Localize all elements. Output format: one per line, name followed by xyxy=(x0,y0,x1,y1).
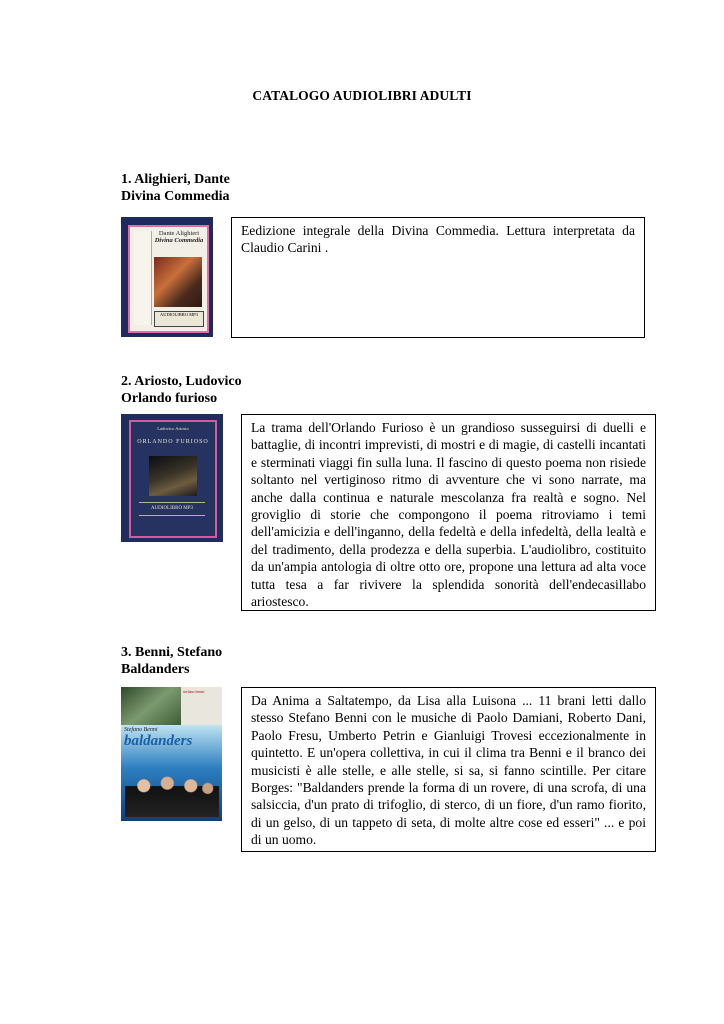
cover-photo xyxy=(125,765,219,817)
book-cover-orlando-furioso xyxy=(121,414,223,542)
entry-heading xyxy=(121,644,222,678)
cover-illustration xyxy=(121,687,181,725)
entry-title: Divina Commedia xyxy=(121,189,230,204)
cover-title: baldanders xyxy=(124,733,193,749)
cover-author: Ludovico Ariosto xyxy=(157,426,189,431)
book-cover-divina-commedia xyxy=(121,217,213,337)
cover-author-small: stefano benni xyxy=(183,689,205,694)
cover-title: ORLANDO FURIOSO xyxy=(137,439,209,445)
cover-author: Dante Alighieri xyxy=(158,230,200,237)
page-title: CATALOGO AUDIOLIBRI ADULTI xyxy=(252,88,472,103)
cover-title: Divina Commedia xyxy=(154,237,204,244)
entry-author: 1. Alighieri, Dante xyxy=(121,172,230,187)
entry-author: 2. Ariosto, Ludovico xyxy=(121,374,242,389)
entry-description: La trama dell'Orlando Furioso è un grandioso susseguirsi di duelli e battaglie, di incontri imprevisti, di mostri e di magie, di castelli incantati e sterminati viaggi fin sulla luna. Il fascino di questo poema non risiede soltanto nel vertiginoso ritmo di avventure che vi sono narrate, ma anche dalla continua e naturale mescolanza fra realtà e sogno. Nel groviglio di storie che compongono il poema ritroviamo i temi dell'amicizia e dell'inganno, della fedeltà e della infedeltà, della lealtà e del tradimento, della prodezza e della superbia. L'audiolibro, costituito da un'ampia antologia di oltre otto ore, propone una lettura ad alta voce tutta tesa a far rivivere la splendida sonorità dell'endecasillabo ariostesco. xyxy=(241,414,656,611)
entry-description: Eedizione integrale della Divina Commedia. Lettura interpretata da Claudio Carini . xyxy=(231,217,645,338)
entry-title: Baldanders xyxy=(121,662,190,677)
entry-heading xyxy=(121,373,242,407)
cover-illustration xyxy=(149,456,197,496)
cover-illustration xyxy=(154,257,202,307)
cover-label: AUDIOLIBRO MP3 xyxy=(154,311,204,327)
cover-author: Stefano Benni xyxy=(124,727,158,733)
entry-author: 3. Benni, Stefano xyxy=(121,645,223,660)
entry-description: Da Anima a Saltatempo, da Lisa alla Luisona ... 11 brani letti dallo stesso Stefano Benni con le musiche di Paolo Damiani, Roberto Dani, Paolo Fresu, Umberto Petrin e Gianluigi Trovesi eccezionalmente in quintetto. E un'opera collettiva, in cui il clima tra Benni e il branco dei musicisti è alle stelle, e alle stelle, si sa, si fanno scintille. Per citare Borges: "Baldanders prende la forma di un rovere, di una scrofa, di una salsiccia, d'un prato di trifoglio, di sterco, di un fiore, d'un ramo fiorito, di un gelso, di un tappeto di seta, di molte altre cose ed esseri" ... e poi di un uomo. xyxy=(241,687,656,852)
book-cover-baldanders xyxy=(121,687,222,821)
entry-title: Orlando furioso xyxy=(121,391,218,406)
entry-heading xyxy=(121,171,230,205)
cover-label: AUDIOLIBRO MP3 xyxy=(139,502,205,516)
